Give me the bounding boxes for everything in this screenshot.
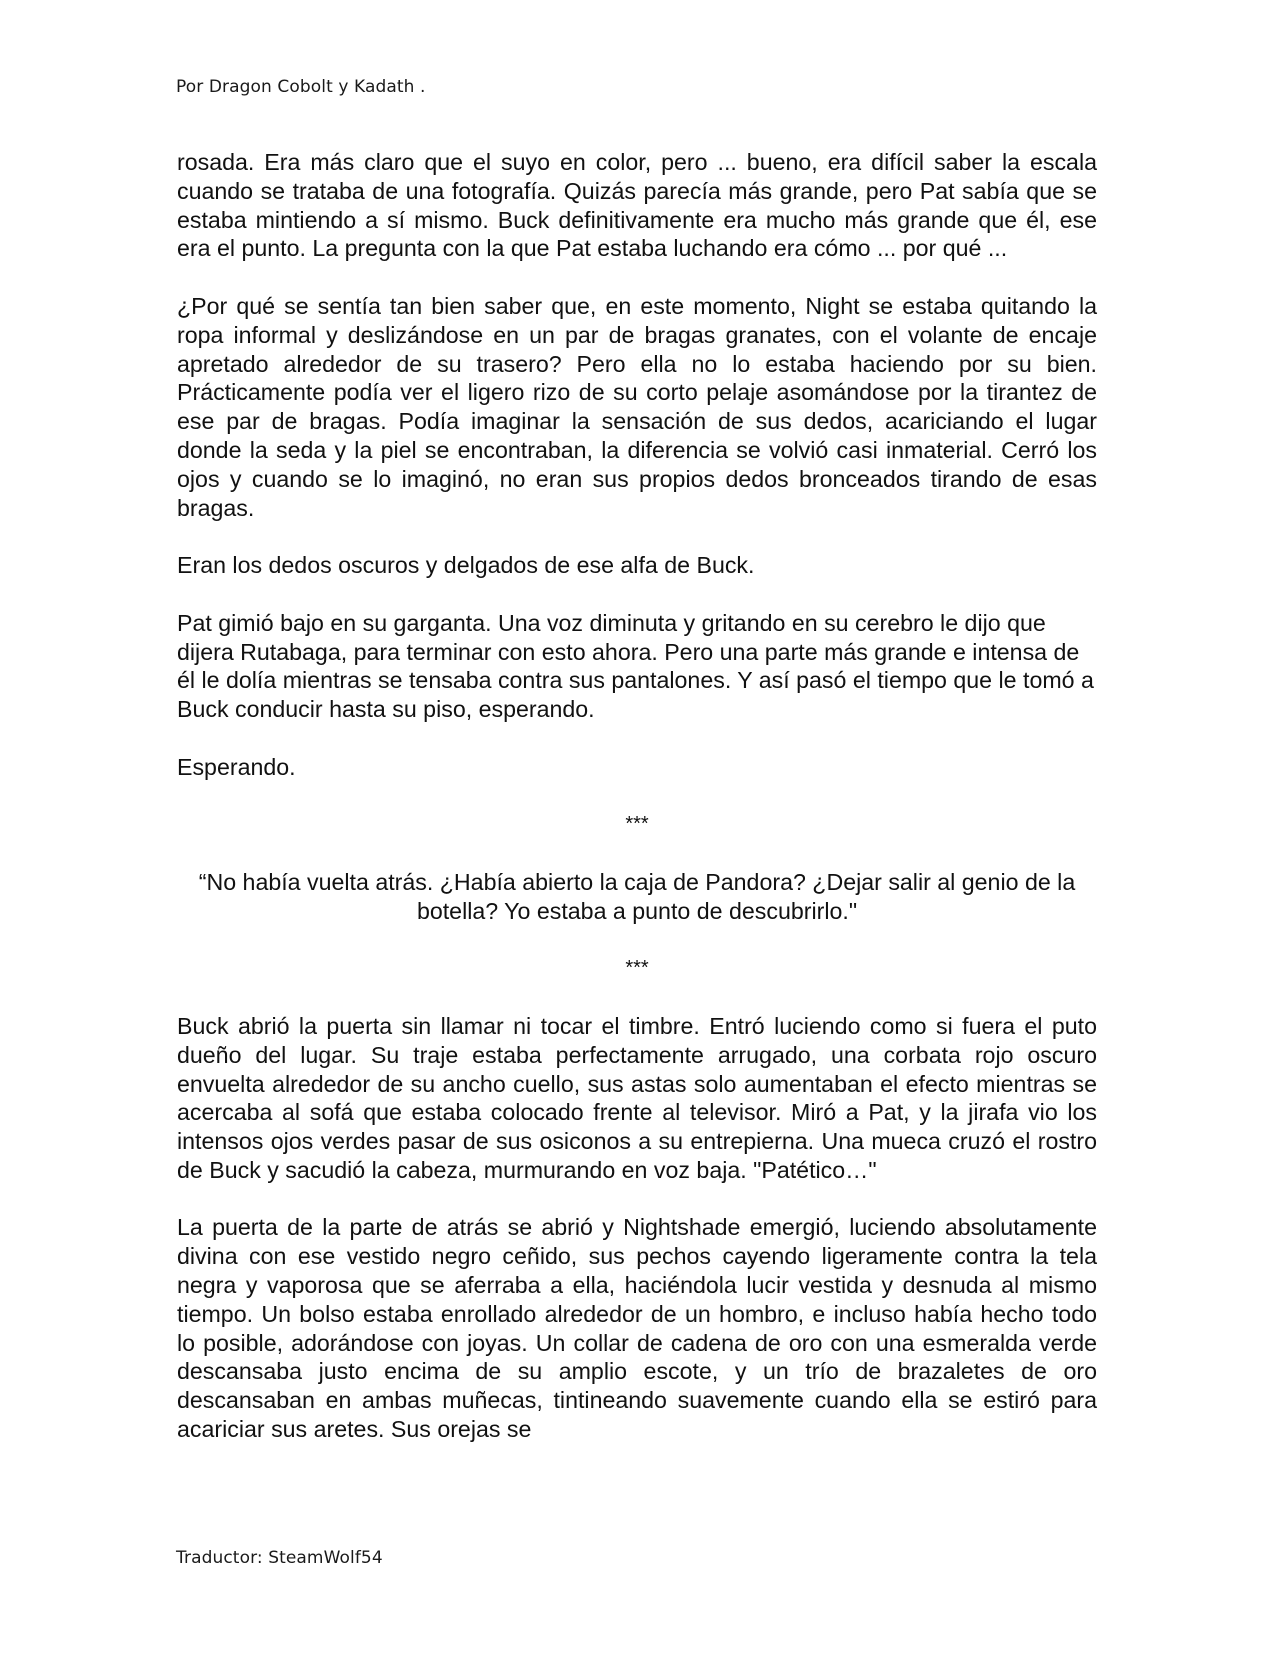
paragraph: La puerta de la parte de atrás se abrió y Nightshade emergió, luciendo absolutamente divina con ese vestido negro ceñido, sus pechos cayendo ligeramente contra la tela negra y vaporosa que se aferraba a ella, haciéndola lucir vestida y desnuda al mismo tiempo. Un bolso estaba enrollado alrededor de un hombro, e incluso había hecho todo lo posible, adorándose con joyas. Un collar de cadena de oro con una esmeralda verde descansaba justo encima de su amplio escote, y un trío de brazaletes de oro descansaban en ambas muñecas, tintineando suavemente cuando ella se estiró para acariciar sus aretes. Sus orejas se <box>177 1214 1097 1443</box>
paragraph: ¿Por qué se sentía tan bien saber que, en este momento, Night se estaba quitando la ropa informal y deslizándose en un par de bragas granates, con el volante de encaje apretado alrededor de su trasero? Pero ella no lo estaba haciendo por su bien. Prácticamente podía ver el ligero rizo de su corto pelaje asomándose por la tirantez de ese par de bragas. Podía imaginar la sensación de sus dedos, acariciando el lugar donde la seda y la piel se encontraban, la diferencia se volvió casi inmaterial. Cerró los ojos y cuando se lo imaginó, no eran sus propios dedos bronceados tirando de esas bragas. <box>177 292 1097 521</box>
paragraph: rosada. Era más claro que el suyo en color, pero ... bueno, era difícil saber la escala cuando se trataba de una fotografía. Quizás parecía más grande, pero Pat sabía que se estaba mintiendo a sí mismo. Buck definitivamente era mucho más grande que él, ese era el punto. La pregunta con la que Pat estaba luchando era cómo ... por qué ... <box>177 149 1097 262</box>
page-header: Por Dragon Cobolt y Kadath . <box>176 77 426 97</box>
quote-block: “No había vuelta atrás. ¿Había abierto la caja de Pandora? ¿Dejar salir al genio de la botella? Yo estaba a punto de descubrirlo." <box>198 868 1076 924</box>
page-body <box>177 148 1097 1473</box>
section-separator: *** <box>625 813 649 836</box>
section-separator: *** <box>625 957 649 980</box>
paragraph: Buck abrió la puerta sin llamar ni tocar el timbre. Entró luciendo como si fuera el puto dueño del lugar. Su traje estaba perfectamente arrugado, una corbata rojo oscuro envuelta alrededor de su ancho cuello, sus astas solo aumentaban el efecto mientras se acercaba al sofá que estaba colocado frente al televisor. Miró a Pat, y la jirafa vio los intensos ojos verdes pasar de sus osiconos a su entrepierna. Una mueca cruzó el rostro de Buck y sacudió la cabeza, murmurando en voz baja. "Patético…" <box>177 1012 1097 1183</box>
paragraph: Eran los dedos oscuros y delgados de ese alfa de Buck. <box>177 552 755 579</box>
paragraph: Esperando. <box>177 753 296 780</box>
paragraph: Pat gimió bajo en su garganta. Una voz diminuta y gritando en su cerebro le dijo que dijera Rutabaga, para terminar con esto ahora. Pero una parte más grande e intensa de él le dolía mientras se tensaba contra sus pantalones. Y así pasó el tiempo que le tomó a Buck conducir hasta su piso, esperando. <box>177 609 1094 723</box>
page-footer: Traductor: SteamWolf54 <box>176 1548 383 1568</box>
